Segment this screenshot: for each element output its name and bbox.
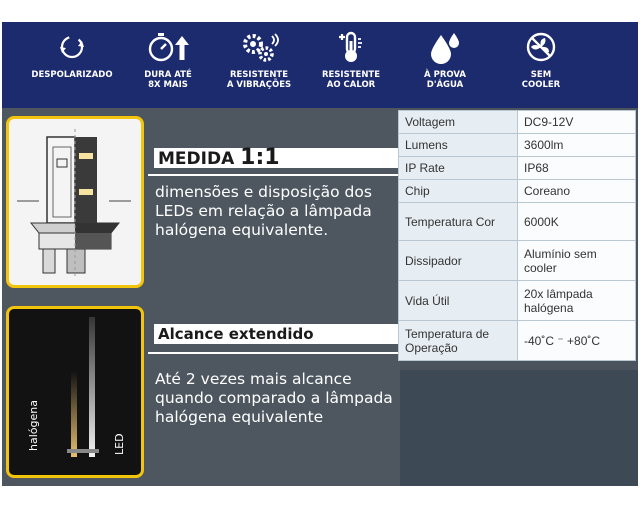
spec-value: -40˚C ⁻ +80˚C bbox=[518, 321, 636, 361]
table-row bbox=[399, 157, 636, 180]
spec-key: Chip bbox=[399, 180, 518, 203]
feature-label: SEM COOLER bbox=[521, 70, 561, 90]
spec-value: 20x lâmpada halógena bbox=[518, 281, 636, 321]
section2-title: Alcance extendido bbox=[154, 324, 400, 344]
feature-label: DESPOLARIZADO bbox=[31, 70, 113, 80]
features-bar bbox=[2, 22, 638, 108]
spec-value: 3600lm bbox=[518, 134, 636, 157]
spec-value: 6000K bbox=[518, 203, 636, 241]
panel-filler bbox=[400, 370, 638, 486]
divider bbox=[148, 174, 400, 176]
spec-key: Lumens bbox=[399, 134, 518, 157]
table-row bbox=[399, 321, 636, 361]
beam-comparison-card bbox=[6, 306, 144, 478]
spec-value: Coreano bbox=[518, 180, 636, 203]
led-label: LED bbox=[113, 433, 126, 455]
divider bbox=[148, 352, 400, 354]
thermometer-icon bbox=[333, 29, 369, 65]
table-row bbox=[399, 241, 636, 281]
gears-icon bbox=[239, 30, 279, 64]
spec-key: Temperatura de Operação bbox=[399, 321, 518, 361]
feature-label: À PROVA D'ÁGUA bbox=[424, 70, 466, 90]
feature-label: RESISTENTE A VIBRAÇÕES bbox=[226, 70, 292, 90]
water-drop-icon bbox=[427, 29, 463, 65]
table-row bbox=[399, 111, 636, 134]
spec-table bbox=[398, 110, 636, 361]
section1-description: dimensões e disposição dos LEDs em relação a lâmpada halógena equivalente. bbox=[155, 183, 372, 239]
halogen-label: halógena bbox=[27, 400, 40, 451]
feature-label: RESISTENTE AO CALOR bbox=[321, 70, 381, 90]
table-row bbox=[399, 281, 636, 321]
feature-waterproof bbox=[390, 28, 500, 90]
table-row bbox=[399, 134, 636, 157]
table-row bbox=[399, 180, 636, 203]
spec-key: IP Rate bbox=[399, 157, 518, 180]
section2-description: Até 2 vezes mais alcance quando comparado a lâmpada halógena equivalente bbox=[155, 370, 393, 426]
depolarized-icon bbox=[56, 31, 88, 63]
bulb-diagram-card bbox=[6, 116, 144, 288]
spec-key: Vida Útil bbox=[399, 281, 518, 321]
feature-depolarized bbox=[17, 28, 127, 80]
spec-key: Dissipador bbox=[399, 241, 518, 281]
stopwatch-up-icon bbox=[145, 30, 191, 64]
spec-value: DC9-12V bbox=[518, 111, 636, 134]
section1-title-word: MEDIDA bbox=[158, 149, 235, 169]
section1-title bbox=[154, 145, 400, 170]
feature-no-cooler bbox=[486, 28, 596, 90]
spec-key: Voltagem bbox=[399, 111, 518, 134]
bulb-diagram bbox=[9, 119, 141, 285]
table-row bbox=[399, 203, 636, 241]
no-fan-icon bbox=[524, 30, 558, 64]
spec-value: IP68 bbox=[518, 157, 636, 180]
spec-key: Temperatura Cor bbox=[399, 203, 518, 241]
section1-title-ratio: 1:1 bbox=[240, 145, 280, 170]
spec-value: Alumínio sem cooler bbox=[518, 241, 636, 281]
feature-label: DURA ATÉ 8X MAIS bbox=[144, 70, 192, 90]
